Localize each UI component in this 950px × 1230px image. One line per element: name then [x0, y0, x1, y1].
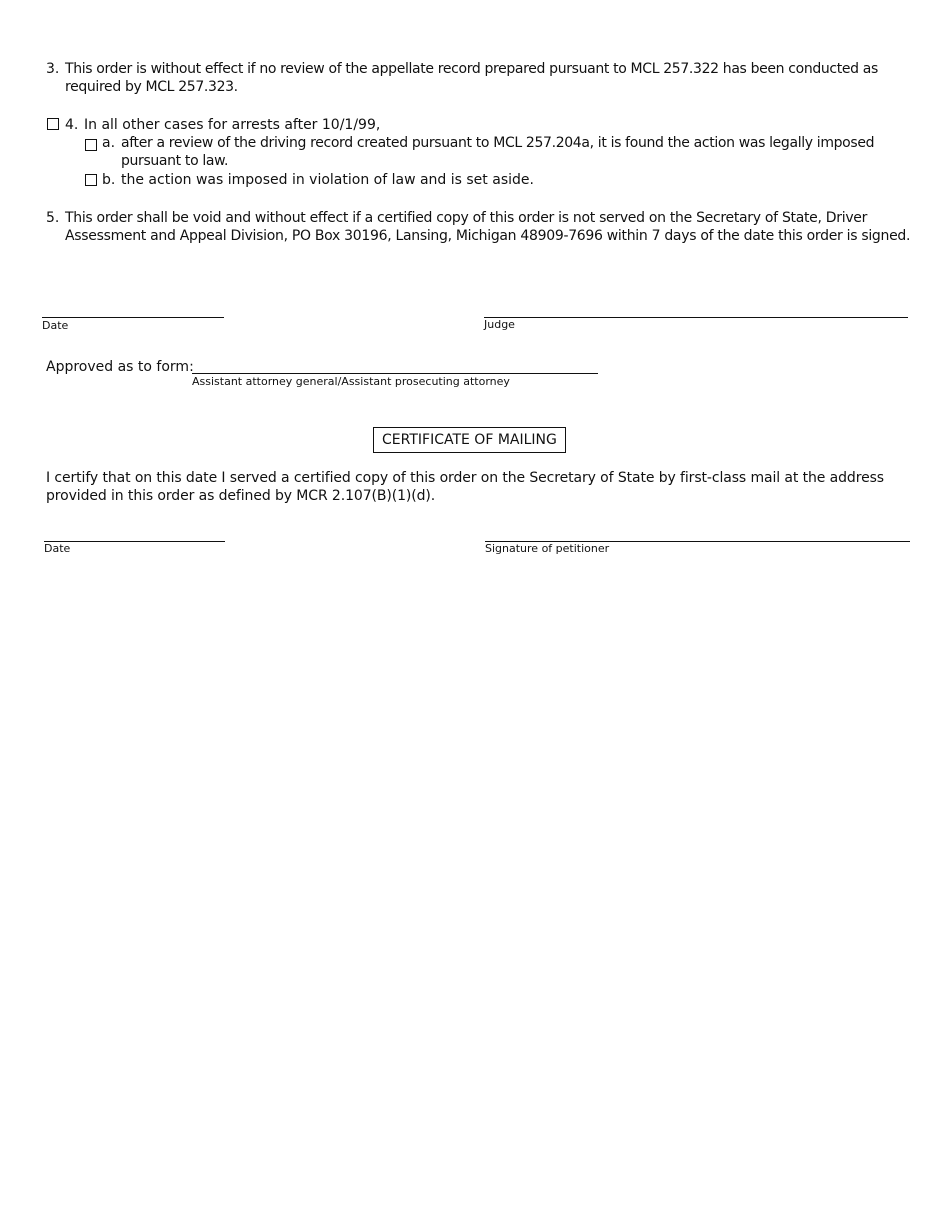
- item-4-text: In all other cases for arrests after 10/1/99,: [84, 117, 381, 133]
- item-4b-text: the action was imposed in violation of law and is set aside.: [121, 172, 534, 188]
- attorney-label: Assistant attorney general/Assistant prosecuting attorney: [192, 375, 510, 388]
- item-4b-checkbox[interactable]: [85, 174, 97, 186]
- certificate-date-line[interactable]: [44, 541, 225, 542]
- petitioner-signature-label: Signature of petitioner: [485, 542, 610, 555]
- item-3-text: This order is without effect if no review of the appellate record prepared pursuant to MCL 257.322 has been conducted as required by MCL 257.323.: [65, 61, 878, 95]
- judge-label: Judge: [484, 318, 515, 331]
- item-5-number: 5.: [46, 210, 60, 226]
- item-5-text: This order shall be void and without effect if a certified copy of this order is not served on the Secretary of State, Driver Assessment and Appeal Division, PO Box 30196, Lansing, Michigan 48909-7696 within 7 days of the date this order is signed.: [65, 210, 911, 244]
- date-signature-line[interactable]: [42, 317, 224, 318]
- date-label: Date: [42, 319, 69, 332]
- certificate-date-label: Date: [44, 542, 71, 555]
- item-4a-letter: a.: [102, 135, 116, 151]
- item-4-number: 4.: [65, 117, 79, 133]
- item-4-checkbox[interactable]: [47, 118, 59, 130]
- attorney-signature-line[interactable]: [192, 373, 598, 374]
- certificate-text: I certify that on this date I served a certified copy of this order on the Secretary of State by first-class mail at the address provided in this order as defined by MCR 2.107(B)(1)(d).: [46, 470, 884, 504]
- judge-signature-line[interactable]: [484, 317, 908, 318]
- item-3-number: 3.: [46, 61, 60, 77]
- item-4a-text: after a review of the driving record created pursuant to MCL 257.204a, it is found the action was legally imposed pursuant to law.: [121, 135, 875, 169]
- item-4b-letter: b.: [102, 172, 116, 188]
- approved-as-to-form-label: Approved as to form:: [46, 359, 194, 375]
- item-4a-checkbox[interactable]: [85, 139, 97, 151]
- certificate-title: CERTIFICATE OF MAILING: [373, 427, 566, 453]
